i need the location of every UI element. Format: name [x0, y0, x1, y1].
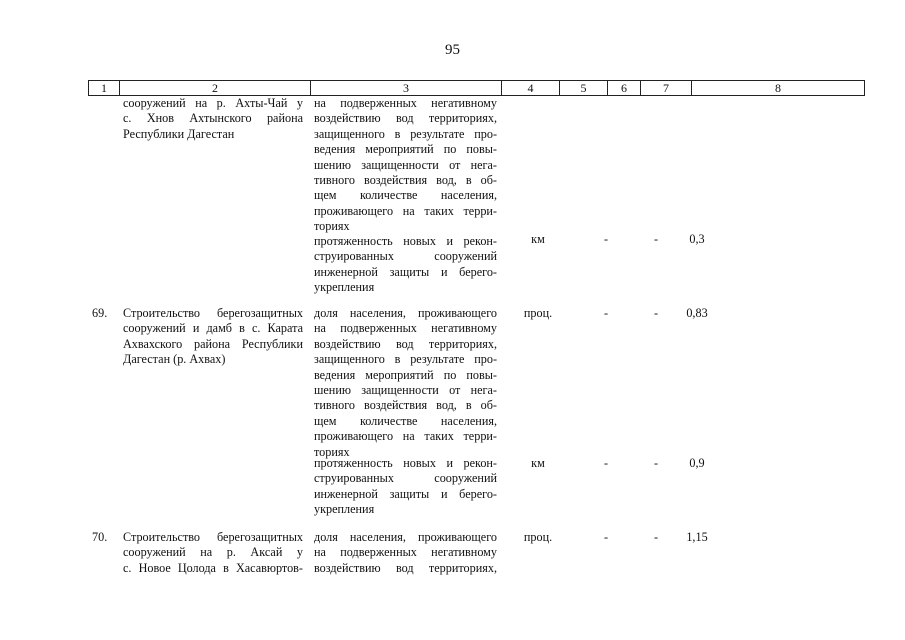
- text-line: проживающего на таких терри-: [314, 203, 497, 218]
- column-header-4: 4: [501, 81, 559, 95]
- text-line: шению защищенности от нега-: [314, 157, 497, 172]
- text-line: сооружений на р. Ахты-Чай у: [123, 96, 303, 110]
- column-header-5: 5: [559, 81, 607, 95]
- text-line: щем количестве населения,: [314, 188, 497, 203]
- indicator-text: [314, 306, 497, 460]
- project-name: [123, 530, 303, 576]
- text-line: на подверженных негативному: [314, 321, 497, 336]
- text-line: доля населения, проживающего: [314, 306, 497, 320]
- text-line: протяженность новых и рекон-: [314, 456, 497, 470]
- table-header-row: [88, 80, 865, 96]
- column-header-2: 2: [119, 81, 310, 95]
- text-line: Ахвахского района Республики: [123, 336, 303, 351]
- text-line: доля населения, проживающего: [314, 530, 497, 544]
- text-line: ториях: [314, 219, 350, 234]
- text-line: шению защищенности от нега-: [314, 383, 497, 398]
- value-cell-col7: 0,83: [686, 306, 708, 320]
- unit-cell: проц.: [523, 530, 553, 544]
- text-line: струированных сооружений: [314, 471, 497, 486]
- text-line: на подверженных негативному: [314, 545, 497, 560]
- text-line: ведения мероприятий по повы-: [314, 142, 497, 157]
- text-line: тивного воздействия вод, в об-: [314, 398, 497, 413]
- text-line: защищенного в результате про-: [314, 352, 497, 367]
- indicator-text: [314, 456, 497, 518]
- text-line: тивного воздействия вод, в об-: [314, 173, 497, 188]
- value-cell-col5: -: [603, 530, 609, 544]
- text-line: сооружений на р. Аксай у: [123, 545, 303, 560]
- indicator-text: [314, 96, 497, 235]
- text-line: укрепления: [314, 502, 375, 517]
- page-number: 95: [445, 42, 460, 58]
- text-line: протяженность новых и рекон-: [314, 234, 497, 248]
- text-line: защищенного в результате про-: [314, 126, 497, 141]
- column-header-6: 6: [607, 81, 640, 95]
- text-line: на подверженных негативному: [314, 96, 497, 110]
- value-cell-col7: 1,15: [686, 530, 708, 544]
- value-cell-col7: 0,9: [689, 456, 705, 470]
- row-number: 70.: [92, 530, 108, 544]
- text-line: с. Хнов Ахтынского района: [123, 111, 303, 126]
- value-cell-col7: 0,3: [689, 232, 705, 246]
- value-cell-col5: -: [603, 306, 609, 320]
- value-cell-col6: -: [653, 306, 659, 320]
- text-line: с. Новое Цолода в Хасавюртов-: [123, 560, 303, 575]
- value-cell-col6: -: [653, 456, 659, 470]
- text-line: воздействию вод территориях,: [314, 336, 497, 351]
- value-cell-col5: -: [603, 456, 609, 470]
- text-line: проживающего на таких терри-: [314, 429, 497, 444]
- text-line: Строительство берегозащитных: [123, 306, 303, 320]
- unit-cell: проц.: [523, 306, 553, 320]
- text-line: сооружений и дамб в с. Карата: [123, 321, 303, 336]
- value-cell-col6: -: [653, 530, 659, 544]
- column-header-3: 3: [310, 81, 501, 95]
- column-header-1: 1: [88, 81, 119, 95]
- text-line: Республики Дагестан: [123, 126, 235, 141]
- indicator-text: [314, 530, 497, 576]
- text-line: ведения мероприятий по повы-: [314, 367, 497, 382]
- value-cell-col5: -: [603, 232, 609, 246]
- text-line: ториях: [314, 444, 350, 459]
- text-line: воздействию вод территориях,: [314, 111, 497, 126]
- project-name: [123, 96, 303, 142]
- value-cell-col6: -: [653, 232, 659, 246]
- unit-cell: км: [531, 232, 545, 246]
- text-line: воздействию вод территориях,: [314, 560, 497, 575]
- text-line: струированных сооружений: [314, 249, 497, 264]
- project-name: [123, 306, 303, 368]
- text-line: инженерной защиты и берего-: [314, 486, 497, 501]
- text-line: инженерной защиты и берего-: [314, 264, 497, 279]
- text-line: Дагестан (р. Ахвах): [123, 352, 226, 367]
- text-line: укрепления: [314, 280, 375, 295]
- column-header-8: 8: [691, 81, 865, 95]
- text-line: Строительство берегозащитных: [123, 530, 303, 544]
- text-line: щем количестве населения,: [314, 413, 497, 428]
- row-number: 69.: [92, 306, 108, 320]
- column-header-7: 7: [640, 81, 691, 95]
- indicator-text: [314, 234, 497, 296]
- unit-cell: км: [531, 456, 545, 470]
